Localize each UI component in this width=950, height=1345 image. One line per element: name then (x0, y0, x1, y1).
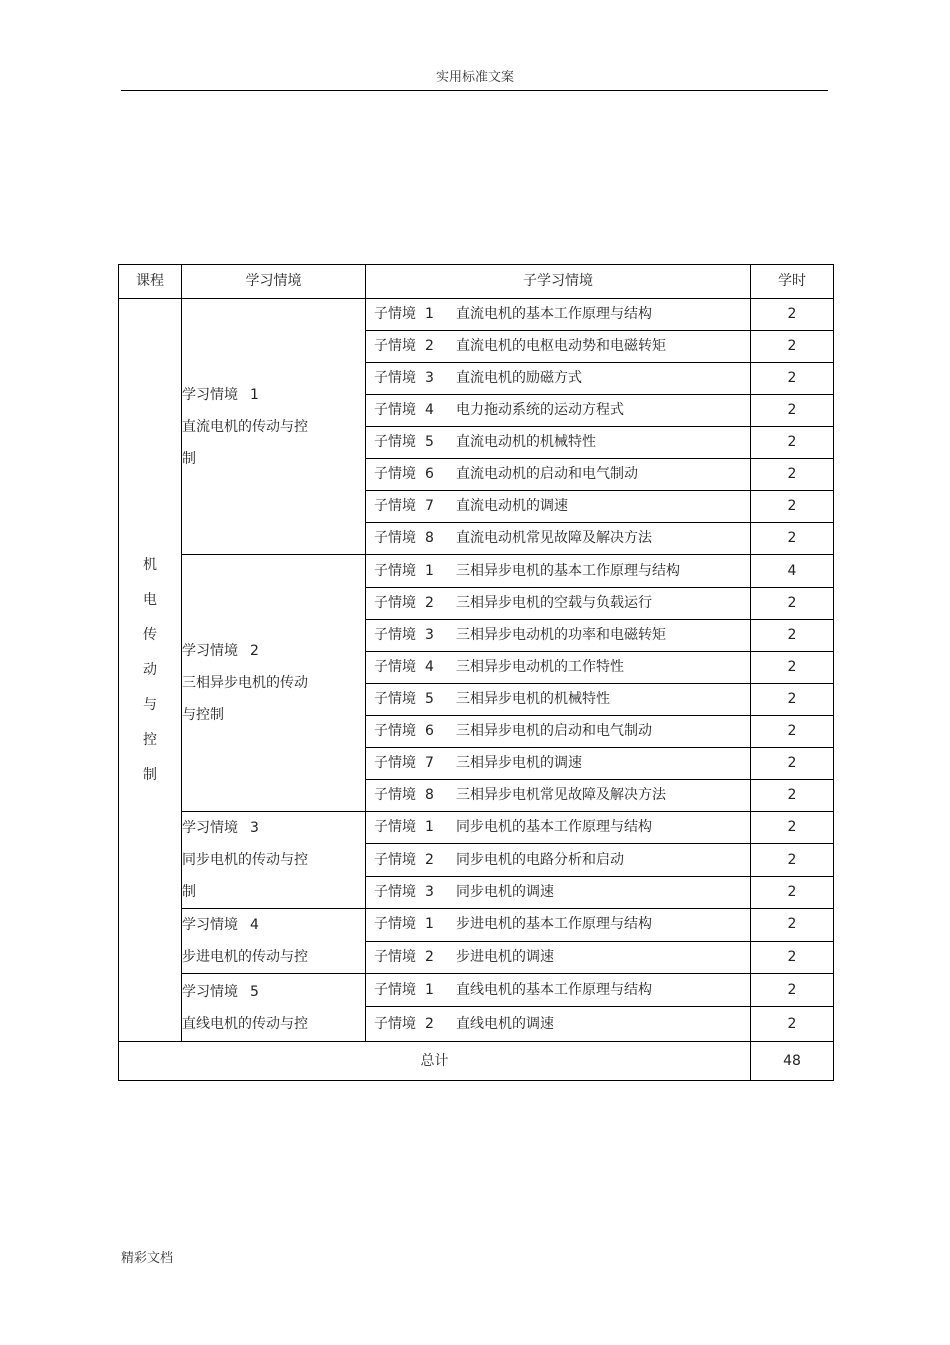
sub-label: 子情境 (374, 306, 416, 323)
course-name-char: 动 (143, 661, 157, 678)
situation-number: 4 (250, 917, 259, 933)
sub-situation-cell (366, 941, 751, 974)
table-row (119, 299, 834, 331)
situation-heading (182, 379, 365, 411)
sub-label: 子情境 (374, 723, 416, 740)
course-name-char: 电 (143, 591, 157, 608)
sub-situation-cell (366, 876, 751, 908)
hours-cell: 2 (751, 909, 834, 942)
page-header: 实用标准文案 (435, 70, 514, 85)
hours-cell: 2 (751, 427, 834, 459)
hours-cell: 2 (751, 620, 834, 652)
hours-cell: 2 (751, 684, 834, 716)
header-sub-situation: 子学习情境 (366, 265, 751, 299)
sub-number: 2 (425, 1015, 434, 1032)
hours-cell: 2 (751, 941, 834, 974)
sub-situation-cell (366, 974, 751, 1007)
sub-text: 直线电机的基本工作原理与结构 (456, 981, 652, 998)
sub-number: 5 (425, 434, 434, 451)
sub-label: 子情境 (374, 755, 416, 772)
sub-label: 子情境 (374, 948, 416, 965)
sub-text: 三相异步电机的基本工作原理与结构 (456, 562, 680, 579)
total-row (119, 1042, 834, 1081)
sub-situation-cell (366, 1007, 751, 1042)
situation-label: 学习情境 (182, 983, 238, 1000)
sub-situation-cell (366, 331, 751, 363)
situation-cell (182, 555, 366, 812)
situation-title: 制 (182, 450, 196, 467)
hours-cell: 2 (751, 748, 834, 780)
hours-cell: 2 (751, 974, 834, 1007)
sub-label: 子情境 (374, 916, 416, 933)
sub-label: 子情境 (374, 530, 416, 547)
sub-label: 子情境 (374, 562, 416, 579)
total-label: 总计 (119, 1042, 751, 1081)
situation-number: 1 (250, 386, 259, 403)
hours-cell: 2 (751, 459, 834, 491)
situation-heading (182, 976, 365, 1008)
sub-number: 3 (425, 627, 434, 644)
sub-label: 子情境 (374, 595, 416, 612)
sub-number: 1 (425, 306, 434, 323)
sub-text: 直流电动机的启动和电气制动 (456, 466, 638, 483)
situation-title: 直线电机的传动与控 (182, 1015, 308, 1032)
sub-number: 3 (425, 370, 434, 387)
sub-text: 步进电机的调速 (456, 948, 554, 965)
table-body (119, 299, 834, 1081)
hours-cell: 2 (751, 652, 834, 684)
sub-text: 直流电机的电枢电动势和电磁转矩 (456, 338, 666, 355)
sub-situation-cell (366, 299, 751, 331)
hours-cell: 2 (751, 780, 834, 812)
hours-cell: 2 (751, 491, 834, 523)
situation-cell (182, 909, 366, 974)
situation-cell (182, 812, 366, 909)
sub-number: 1 (425, 981, 434, 998)
sub-text: 直线电机的调速 (456, 1015, 554, 1032)
sub-number: 2 (425, 948, 434, 965)
sub-situation-cell (366, 523, 751, 555)
situation-number: 5 (250, 983, 259, 1000)
sub-number: 3 (425, 883, 434, 900)
sub-label: 子情境 (374, 338, 416, 355)
sub-label: 子情境 (374, 787, 416, 804)
page-footer: 精彩文档 (121, 1251, 174, 1266)
hours-cell: 2 (751, 844, 834, 876)
sub-situation-cell (366, 909, 751, 942)
situation-cell (182, 299, 366, 555)
sub-number: 7 (425, 498, 434, 515)
table-row (119, 974, 834, 1007)
hours-cell: 2 (751, 1007, 834, 1042)
situation-title: 三相异步电机的传动 (182, 675, 308, 691)
course-name-char: 制 (143, 766, 157, 783)
sub-text: 电力拖动系统的运动方程式 (456, 402, 624, 419)
sub-text: 直流电机的励磁方式 (456, 370, 582, 387)
sub-situation-cell (366, 395, 751, 427)
sub-label: 子情境 (374, 691, 416, 708)
sub-situation-cell (366, 780, 751, 812)
course-name-char: 与 (143, 696, 157, 713)
hours-cell: 2 (751, 363, 834, 395)
sub-number: 6 (425, 723, 434, 740)
sub-number: 4 (425, 659, 434, 676)
course-name-char: 机 (143, 556, 157, 573)
sub-situation-cell (366, 588, 751, 620)
sub-text: 同步电机的基本工作原理与结构 (456, 819, 652, 836)
sub-number: 6 (425, 466, 434, 483)
hours-cell: 4 (751, 555, 834, 588)
situation-number: 2 (250, 643, 259, 659)
sub-text: 同步电机的电路分析和启动 (456, 851, 624, 868)
sub-label: 子情境 (374, 659, 416, 676)
sub-label: 子情境 (374, 402, 416, 419)
sub-text: 同步电机的调速 (456, 883, 554, 900)
sub-situation-cell (366, 491, 751, 523)
situation-number: 3 (250, 820, 259, 836)
course-table (118, 264, 834, 1081)
sub-text: 三相异步电机的机械特性 (456, 691, 610, 708)
situation-title: 同步电机的传动与控 (182, 852, 308, 868)
sub-text: 直流电动机的机械特性 (456, 434, 596, 451)
sub-number: 4 (425, 402, 434, 419)
hours-cell: 2 (751, 716, 834, 748)
sub-label: 子情境 (374, 883, 416, 900)
sub-situation-cell (366, 620, 751, 652)
course-name-char: 控 (143, 731, 157, 748)
sub-situation-cell (366, 748, 751, 780)
sub-text: 直流电动机常见故障及解决方法 (456, 530, 652, 547)
sub-text: 直流电机的基本工作原理与结构 (456, 306, 652, 323)
sub-situation-cell (366, 684, 751, 716)
sub-label: 子情境 (374, 1015, 416, 1032)
header-situation: 学习情境 (182, 265, 366, 299)
situation-heading (182, 909, 365, 941)
situation-label: 学习情境 (182, 917, 238, 933)
sub-text: 三相异步电动机的工作特性 (456, 659, 624, 676)
hours-cell: 2 (751, 395, 834, 427)
sub-label: 子情境 (374, 466, 416, 483)
header-course: 课程 (119, 265, 182, 299)
sub-number: 2 (425, 851, 434, 868)
sub-text: 步进电机的基本工作原理与结构 (456, 916, 652, 933)
situation-cell (182, 974, 366, 1042)
sub-label: 子情境 (374, 498, 416, 515)
sub-number: 1 (425, 916, 434, 933)
sub-situation-cell (366, 652, 751, 684)
sub-label: 子情境 (374, 981, 416, 998)
sub-label: 子情境 (374, 851, 416, 868)
sub-number: 8 (425, 787, 434, 804)
sub-number: 5 (425, 691, 434, 708)
sub-situation-cell (366, 844, 751, 876)
sub-number: 2 (425, 595, 434, 612)
sub-number: 2 (425, 338, 434, 355)
table-row (119, 909, 834, 942)
sub-number: 7 (425, 755, 434, 772)
sub-number: 1 (425, 819, 434, 836)
table-row (119, 555, 834, 588)
table-row (119, 812, 834, 844)
sub-text: 三相异步电机常见故障及解决方法 (456, 787, 666, 804)
sub-text: 三相异步电机的调速 (456, 755, 582, 772)
course-name-char: 传 (143, 626, 157, 643)
hours-cell: 2 (751, 812, 834, 844)
sub-situation-cell (366, 363, 751, 395)
situation-title: 与控制 (182, 707, 224, 723)
sub-text: 三相异步电机的空载与负载运行 (456, 595, 652, 612)
situation-label: 学习情境 (182, 820, 238, 836)
sub-label: 子情境 (374, 434, 416, 451)
sub-situation-cell (366, 459, 751, 491)
situation-label: 学习情境 (182, 643, 238, 659)
hours-cell: 2 (751, 299, 834, 331)
table-header-row (119, 265, 834, 299)
situation-label: 学习情境 (182, 386, 238, 403)
sub-text: 直流电动机的调速 (456, 498, 568, 515)
sub-situation-cell (366, 812, 751, 844)
sub-situation-cell (366, 716, 751, 748)
header-hours: 学时 (751, 265, 834, 299)
sub-number: 1 (425, 562, 434, 579)
sub-text: 三相异步电动机的功率和电磁转矩 (456, 627, 666, 644)
sub-label: 子情境 (374, 819, 416, 836)
situation-title: 直流电机的传动与控 (182, 418, 308, 435)
hours-cell: 2 (751, 523, 834, 555)
situation-title: 步进电机的传动与控 (182, 949, 308, 965)
total-hours: 48 (751, 1042, 834, 1081)
hours-cell: 2 (751, 876, 834, 908)
header-rule (121, 90, 828, 91)
sub-situation-cell (366, 555, 751, 588)
hours-cell: 2 (751, 331, 834, 363)
hours-cell: 2 (751, 588, 834, 620)
situation-heading (182, 635, 365, 667)
sub-label: 子情境 (374, 370, 416, 387)
sub-situation-cell (366, 427, 751, 459)
situation-heading (182, 812, 365, 844)
sub-label: 子情境 (374, 627, 416, 644)
situation-title: 制 (182, 884, 196, 900)
sub-number: 8 (425, 530, 434, 547)
sub-text: 三相异步电机的启动和电气制动 (456, 723, 652, 740)
course-name-cell (119, 299, 182, 1042)
